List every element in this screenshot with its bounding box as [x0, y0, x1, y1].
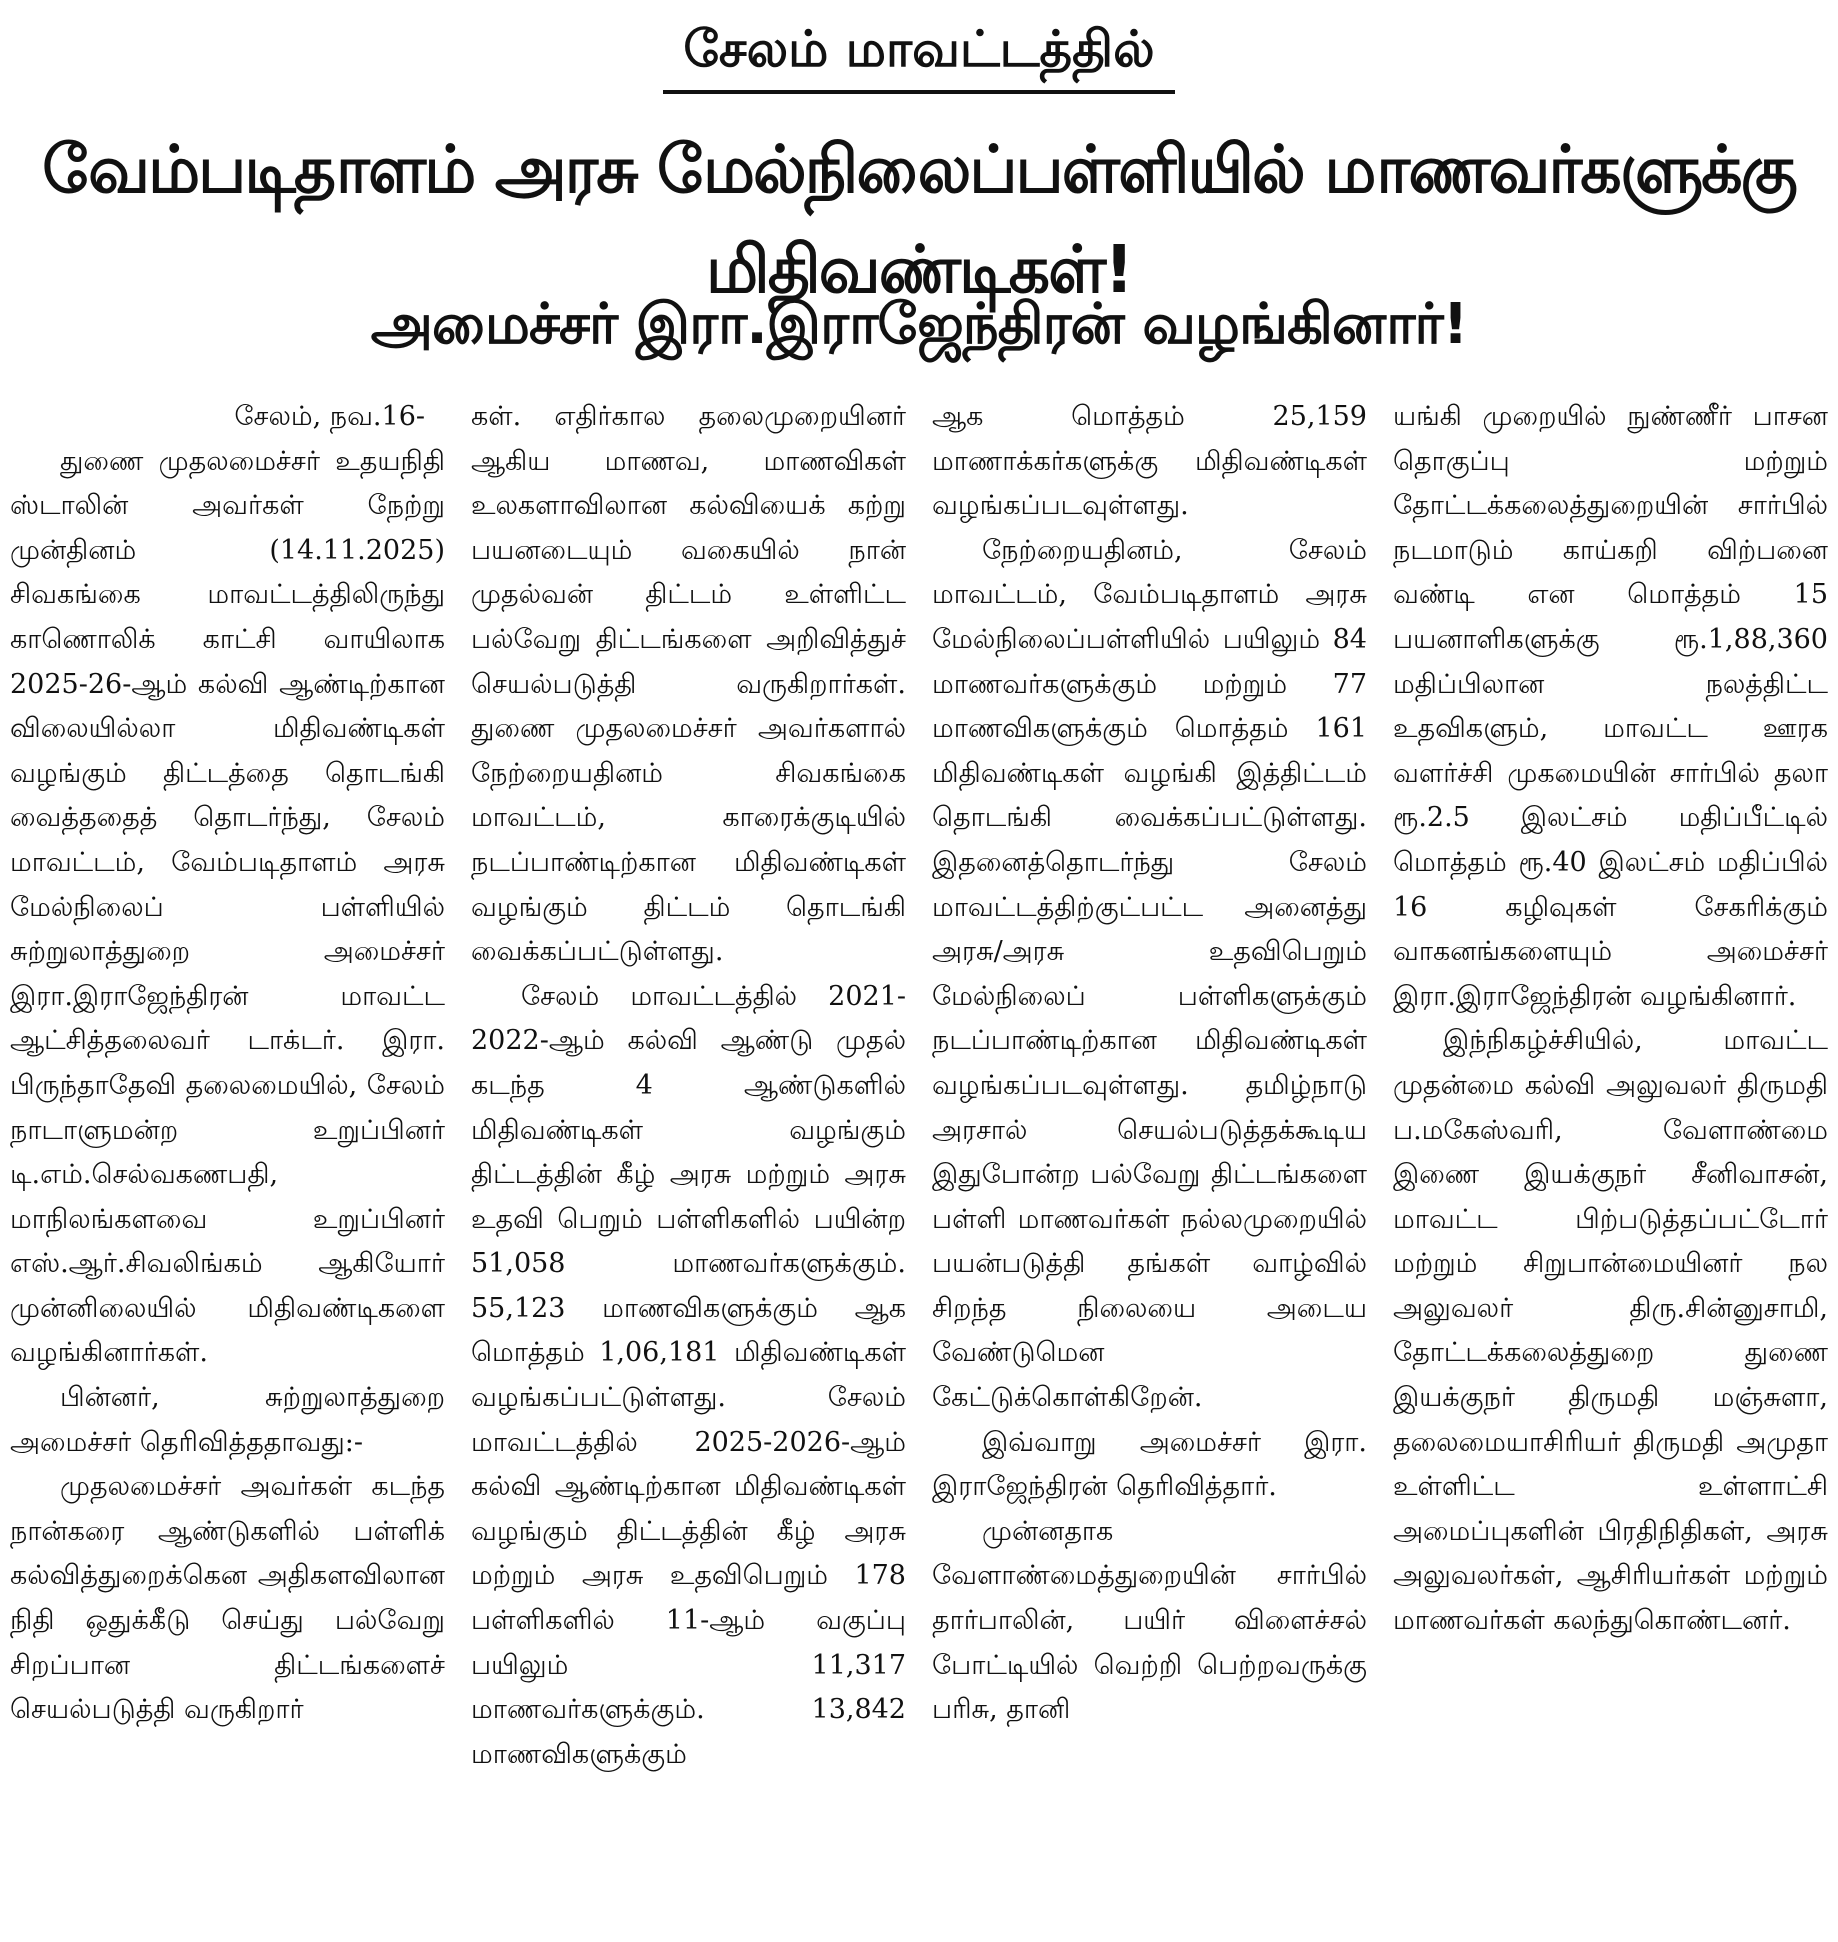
dateline: சேலம், நவ.16- [234, 401, 425, 432]
kicker-heading [0, 14, 1838, 94]
paragraph: சேலம் மாவட்டத்தில் 2021-2022-ஆம் கல்வி ஆண்டு முதல் கடந்த 4 ஆண்டுகளில் மிதிவண்டிகள் வழங்கும் திட்டத்தின் கீழ் அரசு மற்றும் அரசு உதவி பெறும் பள்ளிகளில் பயின்ற 51,058 மாணவர்களுக்கும். 55,123 மாணவிகளுக்கும் ஆக மொத்தம் 1,06,181 மிதிவண்டிகள் வழங்கப்பட்டுள்ளது. சேலம் மாவட்டத்தில் 2025-2026-ஆம் கல்வி ஆண்டிற்கான மிதிவண்டிகள் வழங்கும் திட்டத்தின் கீழ் அரசு மற்றும் அரசு உதவிபெறும் 178 பள்ளிகளில் 11-ஆம் வகுப்பு பயிலும் 11,317 மாணவர்களுக்கும். 13,842 மாணவிகளுக்கும் [471, 980, 906, 1770]
column-3 [932, 395, 1367, 1935]
paragraph: இந்நிகழ்ச்சியில், மாவட்ட முதன்மை கல்வி அலுவலர் திருமதி ப.மகேஸ்வரி, வேளாண்மை இணை இயக்குநர் சீனிவாசன், மாவட்ட பிற்படுத்தப்பட்டோர் மற்றும் சிறுபான்மையினர் நல அலுவலர் திரு.சின்னுசாமி, தோட்டக்கலைத்துறை துணை இயக்குநர் திருமதி மஞ்சுளா, தலைமையாசிரியர் திருமதி அமுதா உள்ளிட்ட உள்ளாட்சி அமைப்புகளின் பிரதிநிதிகள், அரசு அலுவலர்கள், ஆசிரியர்கள் மற்றும் மாணவர்கள் கலந்துகொண்டனர். [1393, 1025, 1828, 1637]
headline: வேம்படிதாளம் அரசு மேல்நிலைப்பள்ளியில் மாணவர்களுக்கு மிதிவண்டிகள்! [42, 131, 1796, 308]
paragraph: இவ்வாறு அமைச்சர் இரா. இராஜேந்திரன் தெரிவித்தார். [932, 1426, 1367, 1503]
subheadline: அமைச்சர் இரா.இராஜேந்திரன் வழங்கினார்! [370, 292, 1468, 357]
column-4 [1393, 395, 1828, 1935]
paragraph: முன்னதாக வேளாண்மைத்துறையின் சார்பில் தார்பாலின், பயிர் விளைச்சல் போட்டியில் வெற்றி பெற்றவருக்கு பரிசு, தானி [932, 1515, 1367, 1726]
kicker-text: சேலம் மாவட்டத்தில் [663, 14, 1174, 94]
column-1 [10, 395, 445, 1935]
paragraph: முதலமைச்சர் அவர்கள் கடந்த நான்கரை ஆண்டுகளில் பள்ளிக் கல்வித்துறைக்கென அதிகளவிலான நிதி ஒதுக்கீடு செய்து பல்வேறு சிறப்பான திட்டங்களைச் செயல்படுத்தி வருகிறார் [10, 1471, 445, 1726]
paragraph: துணை முதலமைச்சர் உதயநிதி ஸ்டாலின் அவர்கள் நேற்று முன்தினம் (14.11.2025) சிவகங்கை மாவட்டத்திலிருந்து காணொலிக் காட்சி வாயிலாக 2025-26-ஆம் கல்வி ஆண்டிற்கான விலையில்லா மிதிவண்டிகள் வழங்கும் திட்டத்தை தொடங்கி வைத்ததைத் தொடர்ந்து, சேலம் மாவட்டம், வேம்படிதாளம் அரசு மேல்நிலைப் பள்ளியில் சுற்றுலாத்துறை அமைச்சர் இரா.இராஜேந்திரன் மாவட்ட ஆட்சித்தலைவர் டாக்டர். இரா. பிருந்தாதேவி தலைமையில், சேலம் நாடாளுமன்ற உறுப்பினர் டி.எம்.செல்வகணபதி, மாநிலங்களவை உறுப்பினர் எஸ்.ஆர்.சிவலிங்கம் ஆகியோர் முன்னிலையில் மிதிவண்டிகளை வழங்கினார்கள். [10, 445, 445, 1369]
paragraph: யங்கி முறையில் நுண்ணீர் பாசன தொகுப்பு மற்றும் தோட்டக்கலைத்துறையின் சார்பில் நடமாடும் காய்கறி விற்பனை வண்டி என மொத்தம் 15 பயனாளிகளுக்கு ரூ.1,88,360 மதிப்பிலான நலத்திட்ட உதவிகளும், மாவட்ட ஊரக வளர்ச்சி முகமையின் சார்பில் தலா ரூ.2.5 இலட்சம் மதிப்பீட்டில் மொத்தம் ரூ.40 இலட்சம் மதிப்பில் 16 கழிவுகள் சேகரிக்கும் வாகனங்களையும் அமைச்சர் இரா.இராஜேந்திரன் வழங்கினார். [1393, 401, 1828, 1012]
paragraph: ஆக மொத்தம் 25,159 மாணாக்கர்களுக்கு மிதிவண்டிகள் வழங்கப்படவுள்ளது. [932, 401, 1367, 522]
paragraph: நேற்றையதினம், சேலம் மாவட்டம், வேம்படிதாளம் அரசு மேல்நிலைப்பள்ளியில் பயிலும் 84 மாணவர்களுக்கும் மற்றும் 77 மாணவிகளுக்கும் மொத்தம் 161 மிதிவண்டிகள் வழங்கி இத்திட்டம் தொடங்கி வைக்கப்பட்டுள்ளது. இதனைத்தொடர்ந்து சேலம் மாவட்டத்திற்குட்பட்ட அனைத்து அரசு/அரசு உதவிபெறும் மேல்நிலைப் பள்ளிகளுக்கும் நடப்பாண்டிற்கான மிதிவண்டிகள் வழங்கப்படவுள்ளது. தமிழ்நாடு அரசால் செயல்படுத்தக்கூடிய இதுபோன்ற பல்வேறு திட்டங்களை பள்ளி மாணவர்கள் நல்லமுறையில் பயன்படுத்தி தங்கள் வாழ்வில் சிறந்த நிலையை அடைய வேண்டுமென கேட்டுக்கொள்கிறேன். [932, 534, 1367, 1414]
paragraph: கள். எதிர்கால தலைமுறையினர் ஆகிய மாணவ, மாணவிகள் உலகளாவிலான கல்வியைக் கற்று பயனடையும் வகையில் நான் முதல்வன் திட்டம் உள்ளிட்ட பல்வேறு திட்டங்களை அறிவித்துச் செயல்படுத்தி வருகிறார்கள். துணை முதலமைச்சர் அவர்களால் நேற்றையதினம் சிவகங்கை மாவட்டம், காரைக்குடியில் நடப்பாண்டிற்கான மிதிவண்டிகள் வழங்கும் திட்டம் தொடங்கி வைக்கப்பட்டுள்ளது. [471, 401, 906, 968]
paragraph: பின்னர், சுற்றுலாத்துறை அமைச்சர் தெரிவித்ததாவது:- [10, 1382, 445, 1458]
column-2 [471, 395, 906, 1935]
article-body [10, 395, 1828, 1935]
